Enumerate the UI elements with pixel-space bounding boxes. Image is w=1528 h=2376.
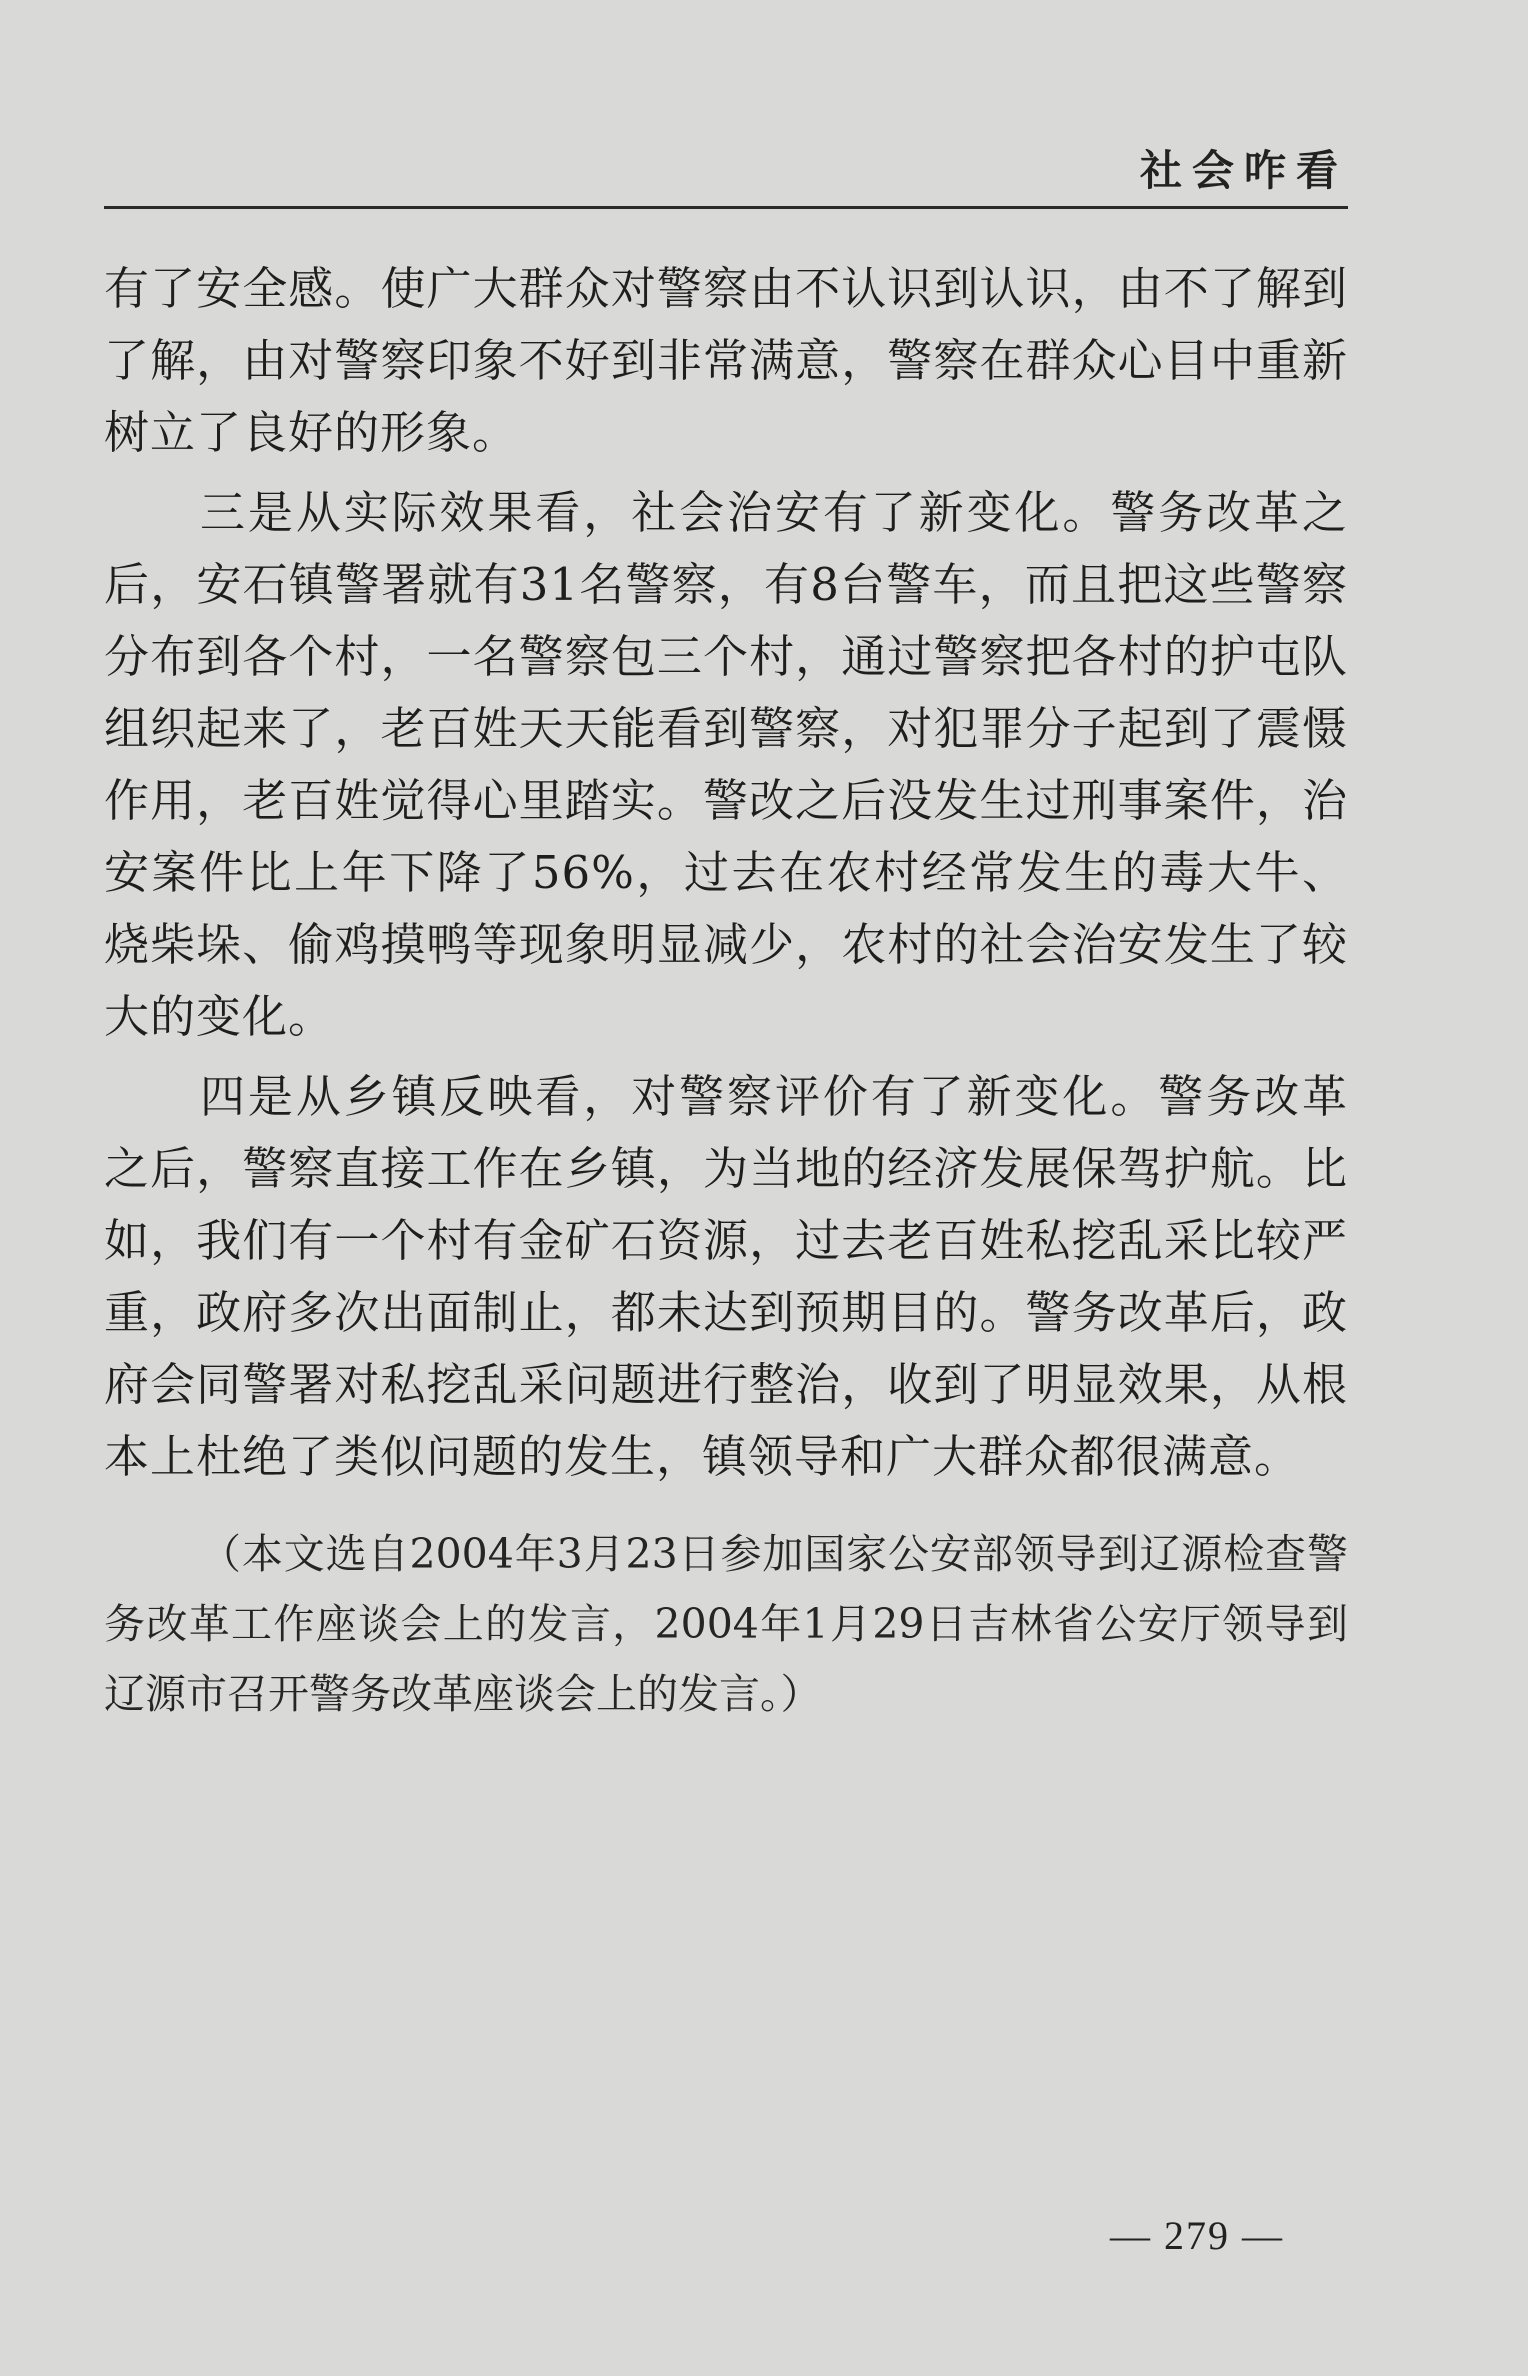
paragraph-2-text: 警务改革之后，安石镇警署就有31名警察，有8台警车，而且把这些警察分布到各个村，一名警察包三个村，通过警察把各村的护屯队组织起来了，老百姓天天能看到警察，对犯罪分子起到了震慑作用，老百姓觉得心里踏实。警改之后没发生过刑事案件，治安案件比上年下降了56%，过去在农村经常发生的毒大牛、烧柴垛、偷鸡摸鸭等现象明显减少，农村的社会治安发生了较大的变化。 xyxy=(104,486,1348,1043)
paragraph-1 xyxy=(104,253,1348,469)
page-number: — 279 — xyxy=(1110,2213,1284,2258)
paragraph-3 xyxy=(104,1061,1348,1493)
paragraph-1-text: 有了安全感。使广大群众对警察由不认识到认识，由不了解到了解，由对警察印象不好到非常满意，警察在群众心目中重新树立了良好的形象。 xyxy=(104,262,1348,459)
source-note: （本文选自2004年3月23日参加国家公安部领导到辽源检查警务改革工作座谈会上的发言，2004年1月29日吉林省公安厅领导到辽源市召开警务改革座谈会上的发言。） xyxy=(104,1530,1348,1718)
body-text xyxy=(104,253,1348,1729)
running-header xyxy=(104,130,1348,200)
section-title: 社会咋看 xyxy=(1139,146,1348,195)
paragraph-2-lead: 三是从实际效果看，社会治安有了新变化。 xyxy=(200,486,1111,539)
paragraph-2 xyxy=(104,477,1348,1053)
paragraph-3-lead: 四是从乡镇反映看，对警察评价有了新变化。 xyxy=(200,1070,1159,1123)
header-rule xyxy=(104,206,1348,209)
paragraph-3-text: 警务改革之后，警察直接工作在乡镇，为当地的经济发展保驾护航。比如，我们有一个村有金矿石资源，过去老百姓私挖乱采比较严重，政府多次出面制止，都未达到预期目的。警务改革后，政府会同警署对私挖乱采问题进行整治，收到了明显效果，从根本上杜绝了类似问题的发生，镇领导和广大群众都很满意。 xyxy=(104,1070,1348,1483)
